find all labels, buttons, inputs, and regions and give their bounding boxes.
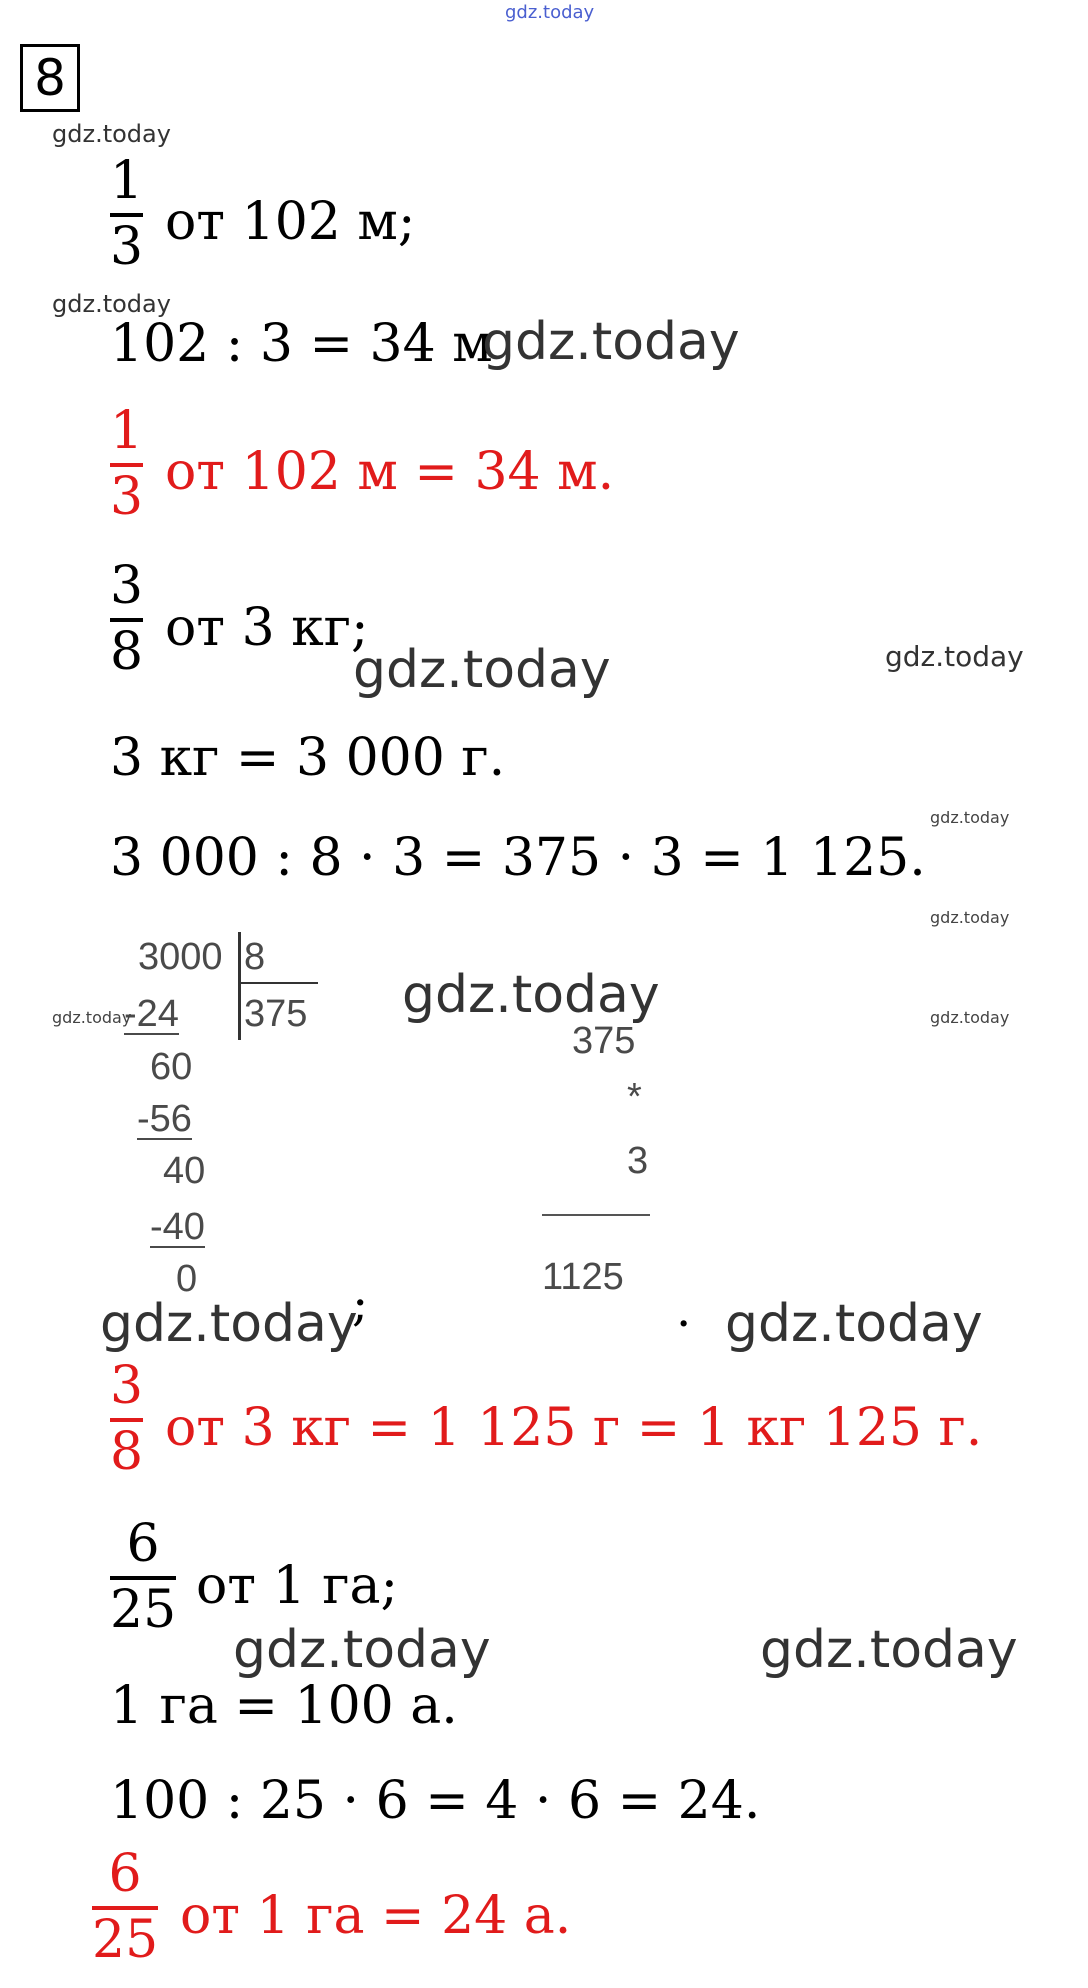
- watermark: gdz.today: [482, 312, 740, 372]
- part3-label: от 1 га;: [196, 1556, 398, 1616]
- watermark: gdz.today: [885, 640, 1024, 673]
- part3-answer: от 1 га = 24 а.: [180, 1886, 572, 1946]
- fraction-denominator: 25: [110, 1580, 177, 1640]
- fraction-numerator: 1: [110, 151, 144, 211]
- division-row: -56: [137, 1098, 192, 1140]
- part3-step2: 100 : 25 · 6 = 4 · 6 = 24.: [110, 1771, 761, 1831]
- answer-fraction-6-25: [92, 1844, 159, 1970]
- watermark: gdz.today: [353, 640, 611, 700]
- watermark: gdz.today: [52, 1008, 132, 1027]
- division-divisor: 8: [244, 936, 266, 978]
- fraction-numerator: 1: [110, 401, 144, 461]
- watermark: gdz.today: [930, 1008, 1010, 1027]
- watermark: gdz.today: [930, 908, 1010, 927]
- fraction-denominator: 3: [110, 217, 144, 277]
- watermark: gdz.today: [233, 1620, 491, 1680]
- fraction-6-25: [110, 1514, 177, 1640]
- division-dividend: 3000: [138, 936, 223, 978]
- mult-result: 1125: [542, 1256, 624, 1298]
- division-row: -24: [124, 993, 179, 1035]
- part2-step2: 3 000 : 8 · 3 = 375 · 3 = 1 125.: [110, 828, 926, 888]
- part2-step1: 3 кг = 3 000 г.: [110, 728, 506, 788]
- part1-answer: от 102 м = 34 м.: [165, 442, 615, 502]
- task-number-box: [20, 44, 80, 112]
- division-vertical-line: [238, 932, 241, 1040]
- watermark: gdz.today: [930, 808, 1010, 827]
- fraction-numerator: 3: [110, 1356, 144, 1416]
- division-row: 0: [176, 1258, 198, 1300]
- fraction-denominator: 8: [110, 1422, 144, 1482]
- part1-step: 102 : 3 = 34 м: [110, 314, 493, 374]
- fraction-numerator: 3: [110, 556, 144, 616]
- fraction-denominator: 3: [110, 467, 144, 527]
- division-row: -40: [150, 1206, 205, 1248]
- separator-semicolon: ;: [352, 1276, 369, 1332]
- answer-fraction-3-8: [110, 1356, 144, 1482]
- part2-label: от 3 кг;: [165, 598, 369, 658]
- mult-operator: *: [627, 1076, 642, 1118]
- fraction-3-8: [110, 556, 144, 682]
- division-horizontal-line: [240, 982, 318, 984]
- task-number: 8: [34, 49, 66, 107]
- mult-bottom: 3: [627, 1140, 649, 1182]
- division-row: 40: [163, 1150, 206, 1192]
- part2-answer: от 3 кг = 1 125 г = 1 кг 125 г.: [165, 1398, 983, 1458]
- fraction-1-3: [110, 151, 144, 277]
- mult-top: 375: [572, 1020, 636, 1062]
- watermark-top: gdz.today: [505, 2, 595, 23]
- fraction-denominator: 8: [110, 622, 144, 682]
- separator-dot: .: [676, 1282, 692, 1338]
- mult-line: [542, 1214, 650, 1216]
- watermark: gdz.today: [760, 1620, 1018, 1680]
- watermark: gdz.today: [725, 1294, 983, 1354]
- watermark: gdz.today: [52, 290, 171, 318]
- division-row: 60: [150, 1046, 193, 1088]
- watermark: gdz.today: [100, 1294, 358, 1354]
- watermark: gdz.today: [402, 965, 660, 1025]
- fraction-numerator: 6: [126, 1514, 160, 1574]
- fraction-denominator: 25: [92, 1910, 159, 1970]
- fraction-numerator: 6: [108, 1844, 142, 1904]
- division-quotient: 375: [244, 993, 308, 1035]
- part1-label: от 102 м;: [165, 192, 416, 252]
- answer-fraction-1-3: [110, 401, 144, 527]
- watermark: gdz.today: [52, 120, 171, 148]
- part3-step1: 1 га = 100 а.: [110, 1676, 458, 1736]
